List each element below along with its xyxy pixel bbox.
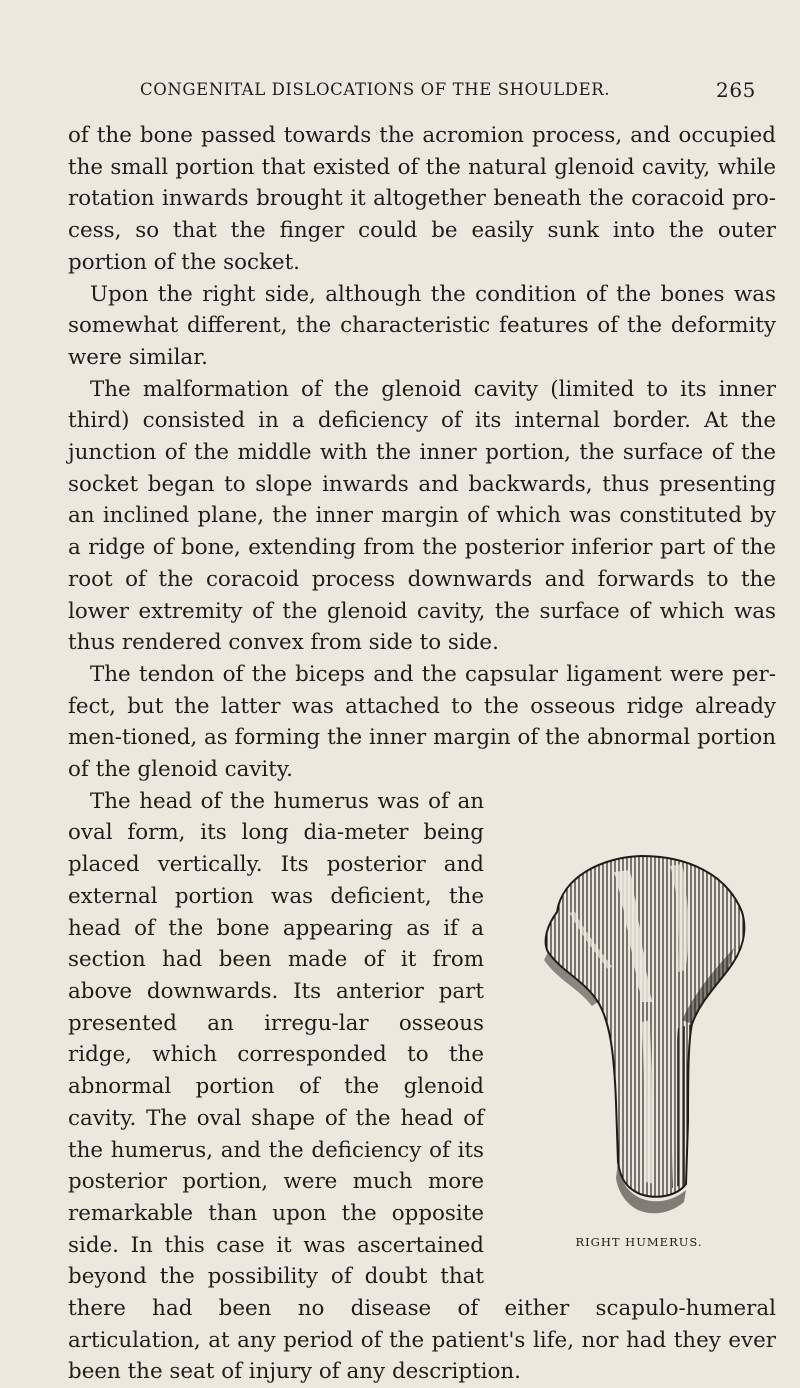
figure-caption: RIGHT HUMERUS. <box>575 1234 703 1249</box>
page-number: 265 <box>716 78 756 102</box>
body-text <box>68 120 776 1388</box>
paragraph-3: The malformation of the glenoid cavity (limited to its inner third) consisted in a deficiency of its internal border. At the junction of the middle with the inner portion, the surface of the socket began to slope inwards and backwards, thus presenting an inclined plane, the inner margin of which was constituted by a ridge of bone, extending from the posterior inferior part of the root of the coracoid process downwards and forwards to the lower extremity of the glenoid cavity, the surface of which was thus rendered convex from side to side. <box>68 376 776 656</box>
running-head-title: CONGENITAL DISLOCATIONS OF THE SHOULDER. <box>140 80 611 99</box>
humerus-figure <box>502 852 776 1272</box>
paragraph-4: The tendon of the biceps and the capsular ligament were per-fect, but the latter was attached to the osseous ridge already men-tioned, as forming the inner margin of the abnormal portion of the glenoid cavity. <box>68 661 776 783</box>
paragraph-5: The head of the humerus was of an oval form, its long dia-meter being placed vertically. Its posterior and external portion was deficient, the head of the bone appearing as if a section had been made of it from above downwards. Its anterior part presented an irregu-lar osseous ridge, which corresponded to the abnormal portion of the glenoid cavity. The oval shape of the head of the humerus, and the deficiency of its posterior portion, were much more remarkable than upon the opposite side. In this case it was ascertained beyond the possibility of doubt that there had been no disease of either scapulo-humeral articulation, at any period of the patient's life, nor had they ever been the seat of injury of any description. <box>68 788 776 1385</box>
running-head <box>140 78 780 102</box>
paragraph-2: Upon the right side, although the condition of the bones was somewhat different, the characteristic features of the deformity were similar. <box>68 281 776 370</box>
paragraph-1: of the bone passed towards the acromion process, and occupied the small portion that existed of the natural glenoid cavity, while rotation inwards brought it altogether beneath the coracoid pro-cess, so that the finger could be easily sunk into the outer portion of the socket. <box>68 123 776 275</box>
humerus-engraving-icon <box>502 852 776 1252</box>
paragraph-5-block <box>68 786 776 1388</box>
